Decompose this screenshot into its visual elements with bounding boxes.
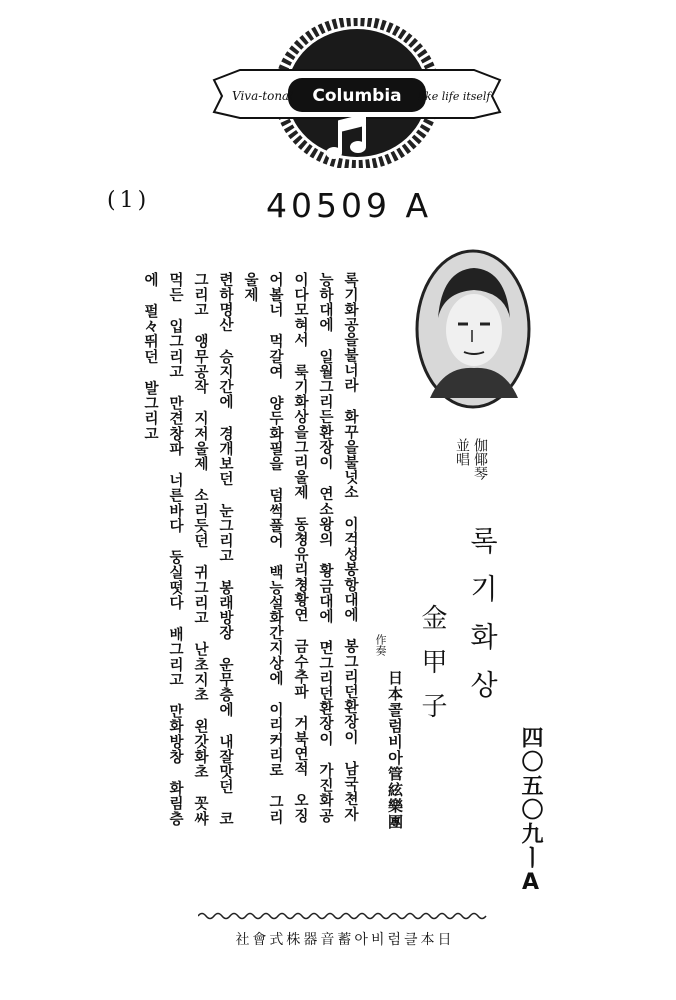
song-title: 록기화상 — [466, 526, 499, 718]
logo-brand: Columbia — [312, 86, 402, 106]
credit-label: 作奏 — [374, 634, 387, 656]
logo-ribbon-left: Viva-tonal — [232, 89, 294, 103]
singer-portrait — [414, 248, 532, 410]
columbia-logo — [212, 18, 502, 168]
catalog-number: 40509 A — [266, 186, 433, 225]
footer-divider — [198, 910, 488, 922]
page-mark: (1) — [107, 188, 151, 213]
lyric-line: 련하명산 승지간에 경개보던 눈그리고 봉래방장 운무층에 내잘맛던 코 — [217, 272, 233, 827]
lyric-line: 에 펄々뛰던 발그리고 — [142, 272, 158, 442]
orchestra-name: 日本콜럼비아管絃樂團 — [386, 670, 404, 830]
publisher-footer: 社會式株器音蓄아비럼클本日 — [235, 932, 455, 948]
lyric-line: 이다모혀서 룩기화상을그리울제 동쳥유리쳥황연 금수추파 거북연적 오징 — [292, 272, 308, 824]
lyric-line: 먹든 입그리고 만견창파 너른바다 둥실떳다 배그리고 만화방창 화림층 — [167, 272, 183, 827]
lyric-line: 울제 — [242, 272, 258, 303]
genre-line-1: 伽倻琴 — [472, 438, 488, 480]
genre-line-2: 並唱 — [454, 438, 470, 466]
lyric-line: 그리고 앵무공작 지저울제 소리듯던 귀그리고 난초지초 왼갓화초 꼿쌰 — [192, 272, 208, 827]
lyric-line: 능하대에 일월그리든환장이 연소왕의 황금대에 면그리던환장이 가진화공 — [317, 272, 333, 824]
singer-name: 金甲子 — [417, 604, 447, 736]
logo-ribbon-right: like life itself — [418, 90, 491, 103]
side-catalog-number: 四〇五〇九ㅣA — [518, 726, 543, 897]
lyric-line: 어볼너 먹갈여 양두화필을 덤썩풀어 백능설화간지상에 이리커리로 그리 — [267, 272, 283, 825]
lyric-line: 록기화공을불너라 화꾸을불넛소 이걱성봉항대에 봉그리던환장이 남국쳔자 — [342, 272, 358, 822]
